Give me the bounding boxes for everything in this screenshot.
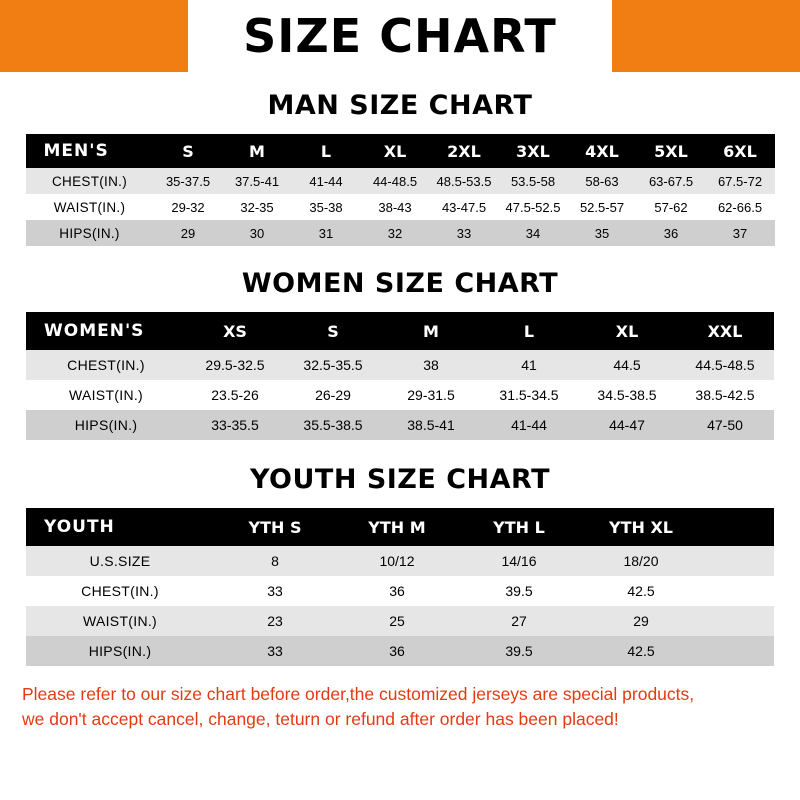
header-cell: YTH L: [493, 517, 545, 537]
header-cell: XXL: [707, 321, 743, 341]
row-label: HIPS(IN.): [59, 225, 120, 241]
table-header-row: [26, 134, 775, 168]
data-cell: 36: [663, 225, 679, 241]
data-cell: 35: [594, 225, 610, 241]
header-cell: XL: [383, 141, 407, 161]
data-cell: 44-47: [609, 417, 645, 433]
data-cell: 34.5-38.5: [597, 387, 657, 403]
header-cell: 6XL: [723, 141, 757, 161]
data-cell: 41-44: [309, 173, 343, 189]
data-cell: 44.5-48.5: [695, 357, 755, 373]
data-cell: 36: [389, 643, 405, 659]
header-cell: 2XL: [447, 141, 481, 161]
data-cell: 44.5: [613, 357, 641, 373]
table-row: [26, 606, 774, 636]
data-cell: 33-35.5: [211, 417, 259, 433]
data-cell: 18/20: [623, 553, 659, 569]
data-cell: 35-38: [309, 199, 343, 215]
header-cell: S: [182, 141, 194, 161]
header-cell: YTH M: [368, 517, 426, 537]
data-cell: 29: [180, 225, 196, 241]
data-cell: 25: [389, 613, 405, 629]
row-label: WAIST(IN.): [68, 387, 144, 403]
row-label: HIPS(IN.): [88, 643, 152, 659]
data-cell: 8: [271, 553, 279, 569]
table-row: [26, 380, 774, 410]
row-spacer: [702, 606, 774, 636]
row-spacer: [702, 576, 774, 606]
header-cell: M: [423, 321, 439, 341]
data-cell: 58-63: [585, 173, 619, 189]
header-cell: 4XL: [585, 141, 619, 161]
row-label: U.S.SIZE: [89, 553, 151, 569]
data-cell: 39.5: [505, 583, 533, 599]
data-cell: 41: [521, 357, 537, 373]
data-cell: 57-62: [654, 199, 688, 215]
data-cell: 31.5-34.5: [499, 387, 559, 403]
data-cell: 30: [249, 225, 265, 241]
header-cell: YOUTH: [44, 517, 115, 537]
data-cell: 23: [267, 613, 283, 629]
data-cell: 47-50: [707, 417, 743, 433]
data-cell: 67.5-72: [717, 173, 763, 189]
header-cell: L: [523, 321, 535, 341]
data-cell: 32.5-35.5: [303, 357, 363, 373]
data-cell: 32: [387, 225, 403, 241]
header-cell: M: [249, 141, 265, 161]
table-row: [26, 410, 774, 440]
data-cell: 41-44: [511, 417, 547, 433]
youth-section-title: YOUTH SIZE CHART: [249, 464, 551, 495]
notice-line-2: we don't accept cancel, change, teturn or refund after order has been placed!: [22, 709, 619, 730]
data-cell: 26-29: [315, 387, 351, 403]
data-cell: 29-31.5: [407, 387, 455, 403]
data-cell: 35-37.5: [165, 173, 211, 189]
data-cell: 37: [732, 225, 748, 241]
data-cell: 14/16: [501, 553, 537, 569]
table-header-row: [26, 312, 774, 350]
table-header-row: [26, 508, 774, 546]
data-cell: 34: [525, 225, 541, 241]
data-cell: 36: [389, 583, 405, 599]
header-cell: 3XL: [516, 141, 550, 161]
data-cell: 38.5-42.5: [695, 387, 755, 403]
row-label: HIPS(IN.): [74, 417, 138, 433]
data-cell: 29.5-32.5: [205, 357, 265, 373]
notice-line-1: Please refer to our size chart before order,the customized jerseys are special products,: [22, 684, 695, 704]
data-cell: 44-48.5: [372, 173, 418, 189]
row-spacer: [702, 636, 774, 666]
header-cell: YTH XL: [609, 517, 673, 537]
data-cell: 10/12: [379, 553, 415, 569]
table-row: [26, 194, 775, 220]
header-banner: [0, 0, 800, 72]
table-row: [26, 350, 774, 380]
header-cell: 5XL: [654, 141, 688, 161]
header-cell: WOMEN'S: [44, 321, 145, 341]
data-cell: 47.5-52.5: [505, 199, 561, 215]
data-cell: 62-66.5: [717, 199, 763, 215]
page-title: SIZE CHART: [243, 9, 557, 63]
data-cell: 38.5-41: [407, 417, 455, 433]
data-cell: 31: [318, 225, 334, 241]
data-cell: 29: [633, 613, 649, 629]
data-cell: 23.5-26: [211, 387, 259, 403]
data-cell: 52.5-57: [579, 199, 625, 215]
header-spacer: [702, 508, 774, 546]
data-cell: 38-43: [378, 199, 412, 215]
row-label: WAIST(IN.): [82, 613, 158, 629]
data-cell: 37.5-41: [234, 173, 280, 189]
man-section-title: MAN SIZE CHART: [267, 90, 533, 121]
header-cell: XS: [223, 321, 247, 341]
row-spacer: [702, 546, 774, 576]
data-cell: 42.5: [627, 583, 655, 599]
data-cell: 33: [267, 583, 283, 599]
header-cell: XL: [615, 321, 639, 341]
data-cell: 32-35: [240, 199, 274, 215]
row-label: WAIST(IN.): [53, 199, 126, 215]
row-label: CHEST(IN.): [67, 357, 145, 373]
youth-size-table: [26, 508, 774, 666]
header-cell: MEN'S: [43, 141, 109, 161]
data-cell: 48.5-53.5: [436, 173, 492, 189]
data-cell: 42.5: [627, 643, 655, 659]
header-cell: L: [320, 141, 332, 161]
row-label: CHEST(IN.): [81, 583, 159, 599]
data-cell: 29-32: [171, 199, 205, 215]
women-section-title: WOMEN SIZE CHART: [241, 268, 559, 299]
data-cell: 33: [456, 225, 472, 241]
table-row: [26, 168, 775, 194]
data-cell: 53.5-58: [510, 173, 556, 189]
data-cell: 33: [267, 643, 283, 659]
data-cell: 27: [511, 613, 527, 629]
table-row: [26, 220, 775, 246]
data-cell: 63-67.5: [648, 173, 694, 189]
man-size-table: [26, 134, 775, 246]
header-cell: YTH S: [248, 517, 302, 537]
women-size-table: [26, 312, 774, 440]
table-row: [26, 576, 774, 606]
data-cell: 38: [423, 357, 439, 373]
row-label: CHEST(IN.): [52, 173, 127, 189]
data-cell: 35.5-38.5: [303, 417, 363, 433]
table-row: [26, 546, 774, 576]
data-cell: 39.5: [505, 643, 533, 659]
table-row: [26, 636, 774, 666]
order-policy-notice: [0, 682, 800, 733]
data-cell: 43-47.5: [441, 199, 487, 215]
header-cell: S: [327, 321, 339, 341]
